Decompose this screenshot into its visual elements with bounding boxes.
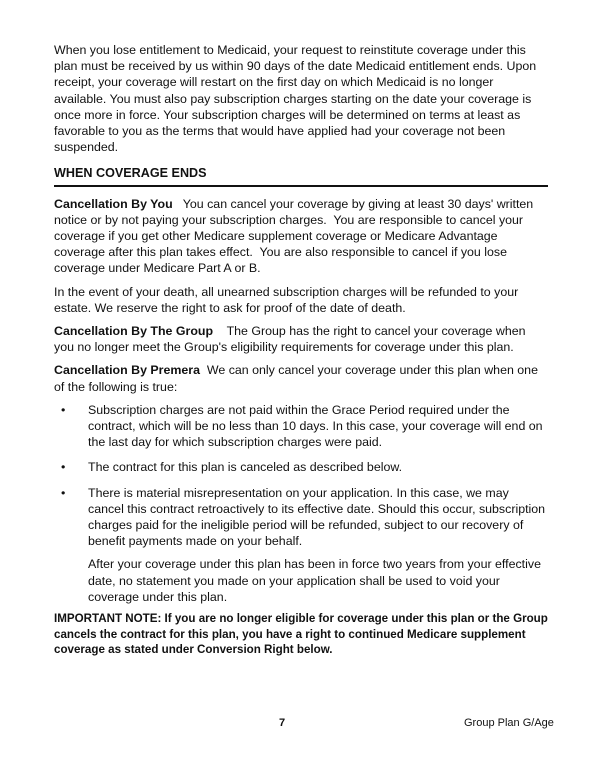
list-item-text: The contract for this plan is canceled as described below. bbox=[88, 460, 403, 475]
list-item-text: There is material misrepresentation on your application. In this case, we may cancel this contract retroactively to its effective date. Should this occur, subscription charges paid for the ineligible period will be refunded, subject to our recovery of benefit payments made on your behalf. bbox=[88, 485, 546, 549]
list-item bbox=[61, 485, 548, 550]
cancellation-by-you bbox=[54, 196, 548, 277]
document-body bbox=[54, 42, 548, 665]
section-heading: WHEN COVERAGE ENDS bbox=[54, 165, 548, 186]
label: Cancellation By Premera bbox=[54, 363, 200, 378]
list-item bbox=[61, 402, 548, 451]
bullet-list bbox=[54, 402, 548, 550]
list-item-text: Subscription charges are not paid within the Grace Period required under the contract, which will be no less than 10 days. In this case, your coverage will end on the last day for which subscription charges were paid. bbox=[88, 402, 543, 450]
after-bullets-paragraph: After your coverage under this plan has been in force two years from your effective date, no statement you made on your application shall be used to void your coverage under this plan. bbox=[88, 557, 541, 604]
text: The Group has the right to cancel your coverage when you no longer meet the Group's eligibility requirements for coverage under this plan. bbox=[54, 324, 529, 355]
intro-paragraph: When you lose entitlement to Medicaid, your request to reinstitute coverage under this plan must be received by us within 90 days of the date Medicaid entitlement ends. Upon receipt, your coverage will restart on the first day on which Medicaid is no longer available. You must also pay subscription charges starting on the date your coverage is once more in force. Your subscription charges will be determined on terms at least as favorable to you as the terms that would have applied had your coverage not been suspended. bbox=[54, 43, 537, 155]
list-item bbox=[61, 459, 548, 475]
label: Cancellation By You bbox=[54, 196, 173, 211]
bullet-icon: • bbox=[61, 460, 66, 475]
bullet-icon: • bbox=[61, 485, 66, 500]
plan-name: Group Plan G/Age bbox=[464, 717, 554, 729]
bullet-icon: • bbox=[61, 402, 66, 417]
text: You can cancel your coverage by giving at least 30 days' written notice or by not paying your subscription charges. You are responsible to cancel your coverage if you get other Medicare supplement coverage or Medicare Advantage coverage after this plan takes effect. You are also responsible to cancel if you lose coverage under Medicare Part A or B. bbox=[54, 196, 537, 276]
label: Cancellation By The Group bbox=[54, 324, 214, 339]
cancellation-by-group bbox=[54, 323, 548, 355]
page-number: 7 bbox=[279, 717, 286, 729]
cancellation-by-premera bbox=[54, 362, 548, 394]
death-paragraph: In the event of your death, all unearned subscription charges will be refunded to your estate. We reserve the right to ask for proof of the date of death. bbox=[54, 284, 519, 315]
important-note: IMPORTANT NOTE: If you are no longer eligible for coverage under this plan or the Group cancels the contract for this plan, you have a right to continued Medicare supplement coverage as stated under Conversion Right below. bbox=[54, 612, 548, 657]
text: We can only cancel your coverage under this plan when one of the following is true: bbox=[54, 363, 542, 394]
